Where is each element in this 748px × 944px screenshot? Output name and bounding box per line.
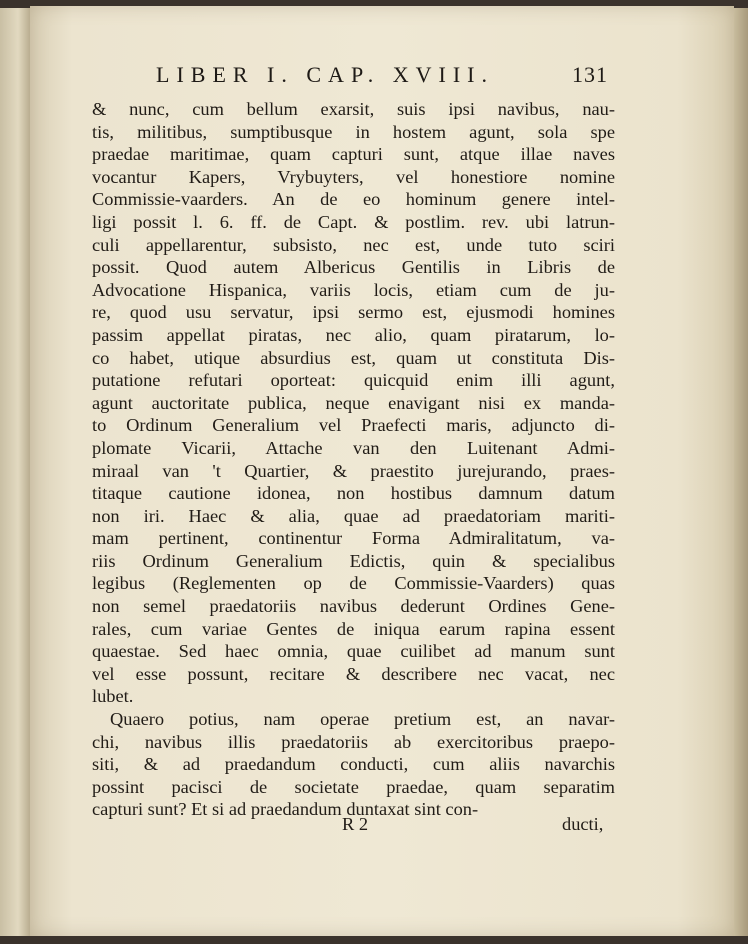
catchword: ducti,: [562, 814, 604, 834]
text-line: possit. Quod autem Albericus Gentilis in Libris de: [92, 257, 615, 278]
text-line: co habet, utique absurdius est, quam ut constituta Dis-: [92, 347, 615, 368]
text-line: putatione refutari oporteat: quicquid enim illi agunt,: [92, 370, 615, 391]
text-line: rales, cum variae Gentes de iniqua earum rapina essent: [92, 618, 615, 639]
text-line: non iri. Haec & alia, quae ad praedatoriam mariti-: [92, 505, 615, 526]
page-header: [30, 62, 734, 92]
text-line: Commissie-vaarders. An de eo hominum genere intel-: [92, 189, 615, 210]
text-line: vel esse possunt, recitare & describere nec vacat, nec: [92, 663, 615, 684]
text-line: re, quod usu servatur, ipsi sermo est, ejusmodi homines: [92, 302, 615, 323]
text-line: riis Ordinum Generalium Edictis, quin & specialibus: [92, 550, 615, 571]
text-line: vocantur Kapers, Vrybuyters, vel honestiore nomine: [92, 166, 615, 187]
text-line: siti, & ad praedandum conducti, cum aliis navarchis: [92, 754, 615, 775]
text-line: non semel praedatoriis navibus dederunt Ordines Gene-: [92, 596, 615, 617]
text-line: chi, navibus illis praedatoriis ab exercitoribus praepo-: [92, 731, 615, 752]
text-line: capturi sunt? Et si ad praedandum duntaxat sint con-: [92, 799, 479, 820]
text-line: miraal van 't Quartier, & praestito jurejurando, praes-: [92, 460, 615, 481]
text-line: & nunc, cum bellum exarsit, suis ipsi navibus, nau-: [92, 99, 615, 119]
text-line: titaque cautione idonea, non hostibus damnum datum: [92, 483, 615, 504]
book-page: [30, 6, 734, 936]
text-line: legibus (Reglementen op de Commissie-Vaarders) quas: [92, 573, 615, 594]
text-line: quaestae. Sed haec omnia, quae cuilibet ad manum sunt: [92, 641, 615, 662]
text-line: to Ordinum Generalium vel Praefecti maris, adjuncto di-: [92, 415, 615, 436]
text-line: lubet.: [92, 686, 134, 707]
text-line: tis, militibus, sumptibusque in hostem agunt, sola spe: [92, 121, 615, 142]
page-number: 131: [572, 62, 608, 87]
running-title: LIBER I. CAP. XVIII.: [156, 62, 494, 87]
text-line: Quaero potius, nam operae pretium est, an navar-: [110, 709, 615, 730]
facing-page-edge: [0, 8, 31, 936]
text-line: possint pacisci de societate praedae, quam separatim: [92, 776, 615, 797]
text-line: ligi possit l. 6. ff. de Capt. & postlim. rev. ubi latrun-: [92, 211, 615, 232]
text-line: culi appellarentur, subsisto, nec est, unde tuto sciri: [92, 234, 615, 255]
page-stack-edge: [734, 8, 748, 936]
text-line: plomate Vicarii, Attache van den Luitenant Admi-: [92, 437, 615, 458]
body-text: [92, 98, 615, 821]
signature-mark: R 2: [342, 814, 369, 834]
text-line: mam pertinent, continentur Forma Admiralitatum, va-: [92, 528, 615, 549]
text-line: passim appellat piratas, nec alio, quam piratarum, lo-: [92, 324, 615, 345]
page-footer: [30, 814, 734, 838]
text-line: agunt auctoritate publica, neque enavigant nisi ex manda-: [92, 392, 615, 413]
text-line: Advocatione Hispanica, variis locis, etiam cum de ju-: [92, 279, 615, 300]
text-line: praedae maritimae, quam capturi sunt, atque illae naves: [92, 144, 615, 165]
